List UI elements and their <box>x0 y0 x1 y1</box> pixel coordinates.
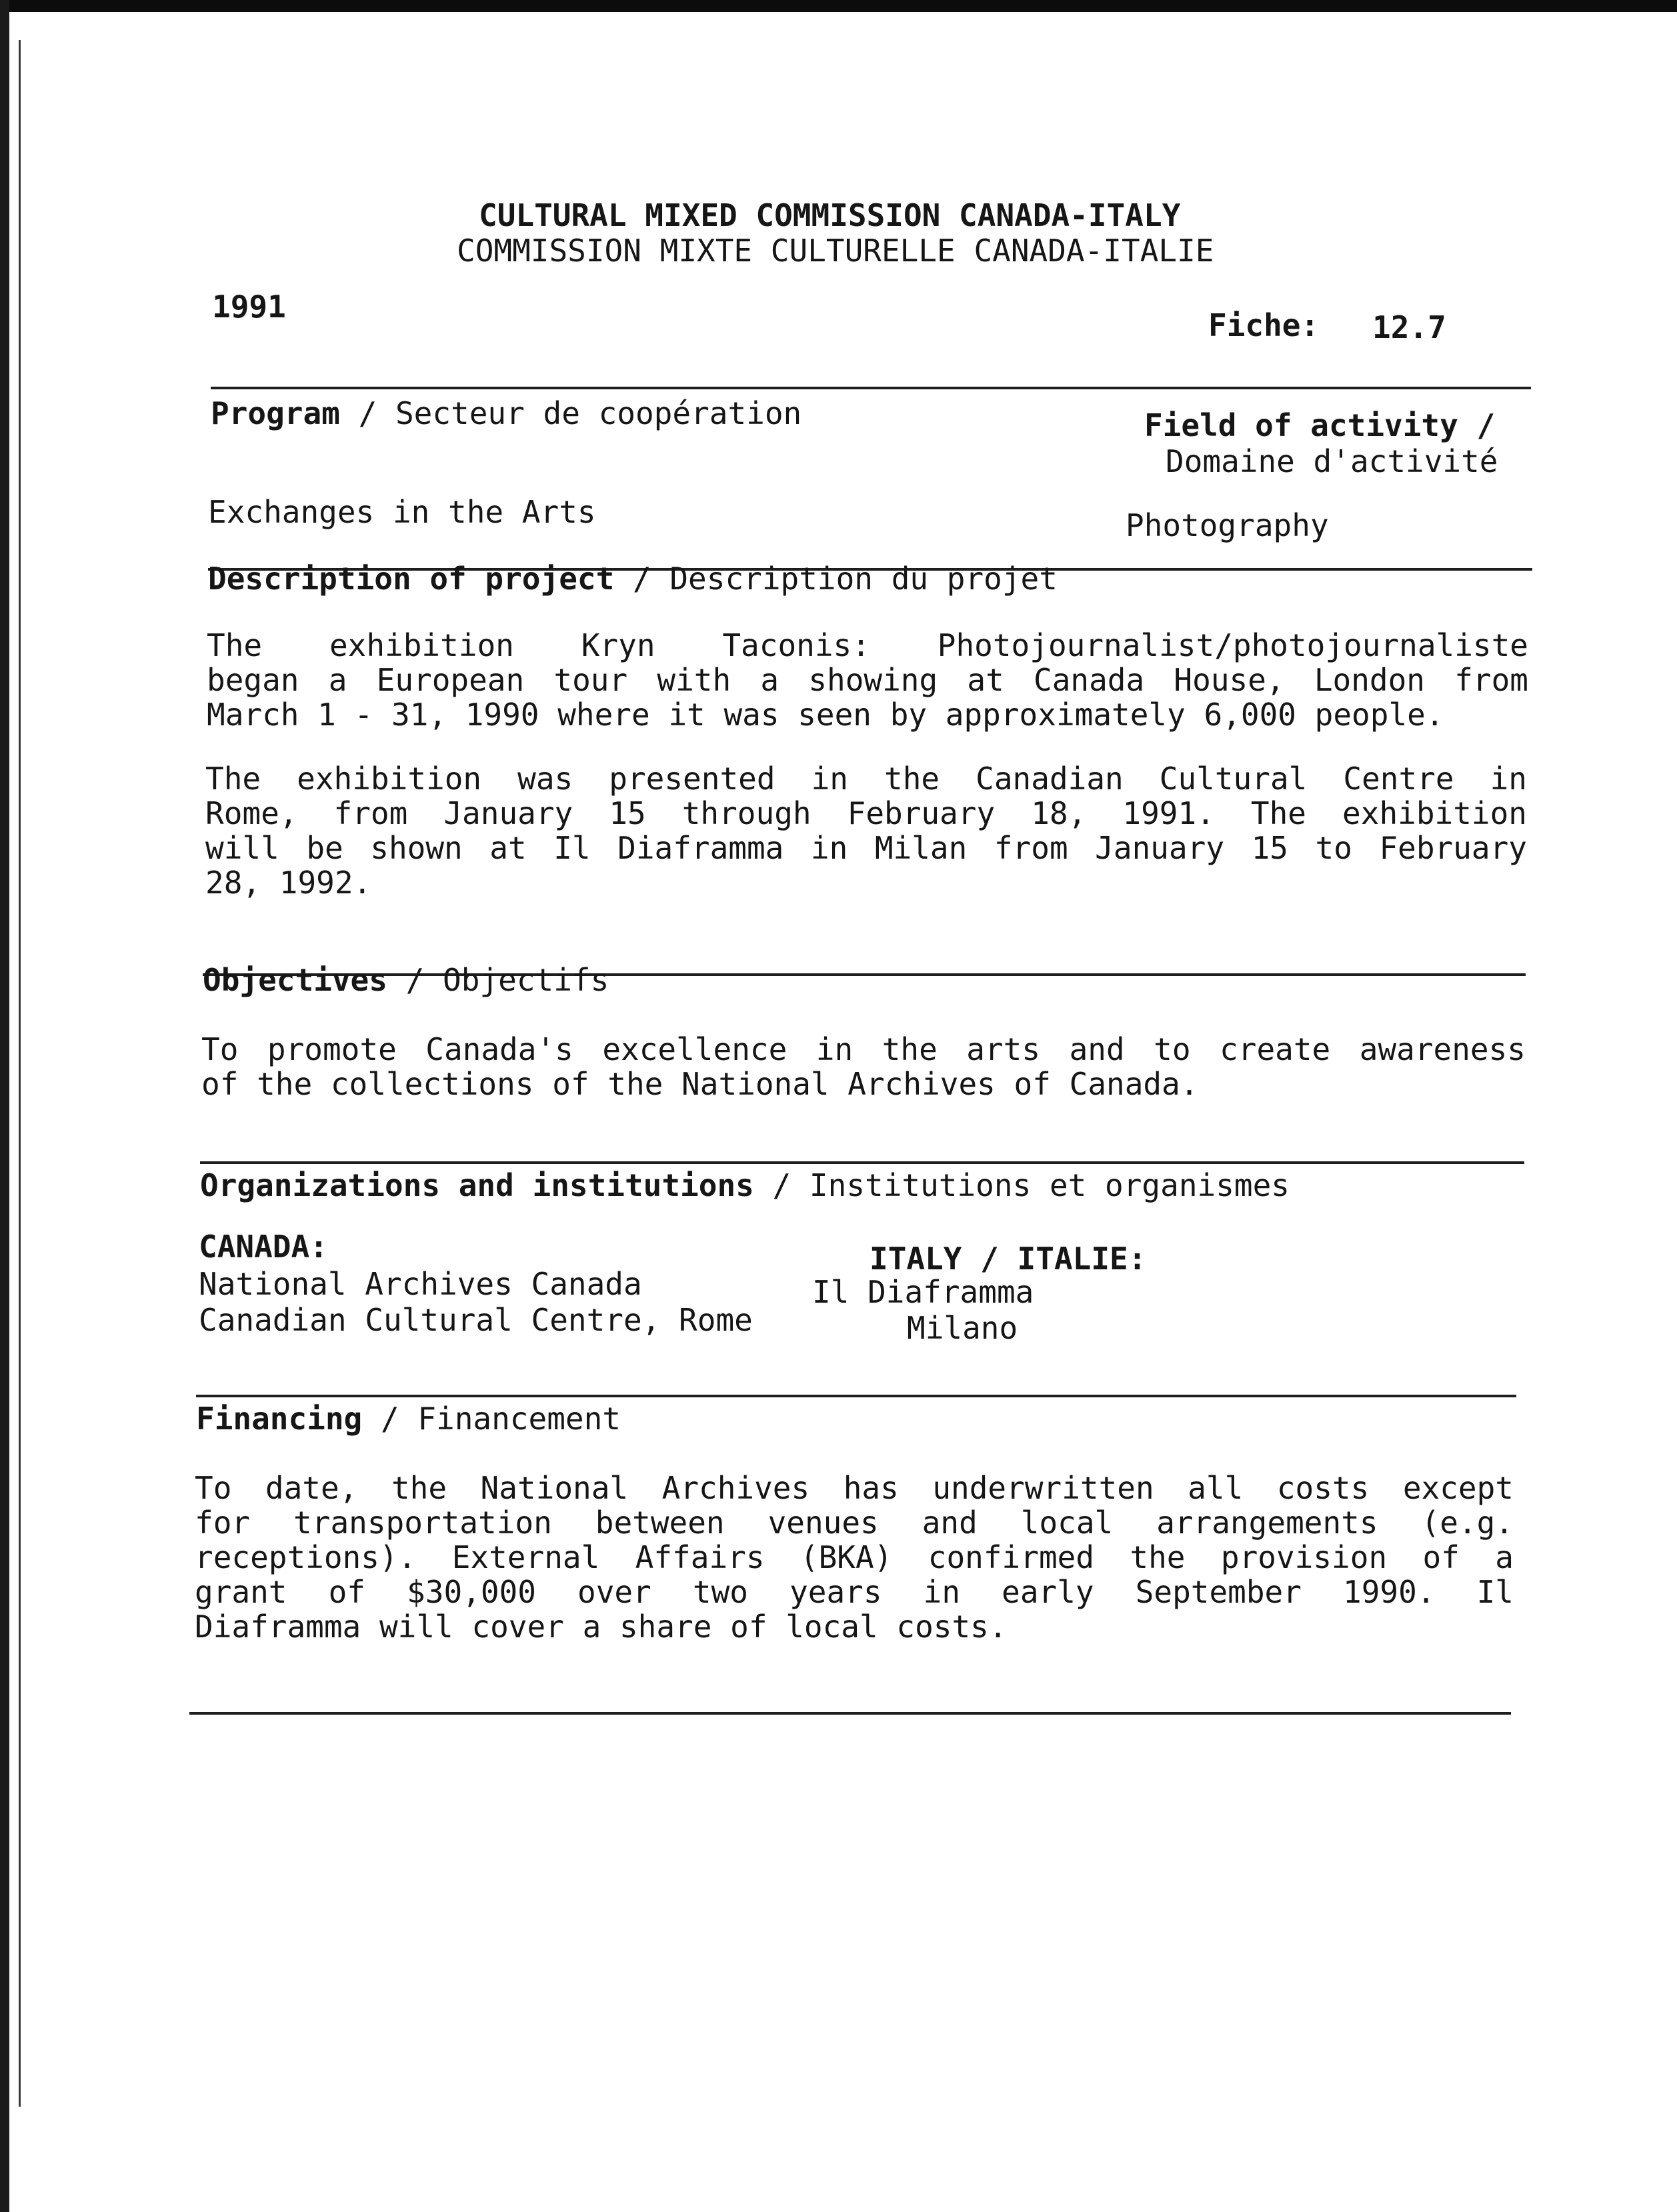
title-french: COMMISSION MIXTE CULTURELLE CANADA-ITALIE <box>457 233 1214 269</box>
field-value: Photography <box>1126 507 1329 543</box>
financing-label-en: Financing <box>196 1401 363 1437</box>
italy-institution-1: Il Diaframma <box>812 1274 1034 1310</box>
program-label-en: Program <box>211 395 340 431</box>
financing-line: Diaframma will cover a share of local costs. <box>195 1609 1008 1645</box>
title-english: CULTURAL MIXED COMMISSION CANADA-ITALY <box>479 197 1181 233</box>
objectives-label-fr: / Objectifs <box>387 962 609 998</box>
financing-line: To date, the National Archives has underwritten all costs except <box>195 1470 1514 1506</box>
objectives-heading <box>203 961 609 999</box>
scan-left-line <box>19 40 21 2107</box>
description-line: will be shown at Il Diaframma in Milan from January 15 to February <box>205 830 1527 866</box>
program-heading <box>211 395 801 432</box>
organizations-label-fr: / Institutions et organismes <box>753 1167 1290 1203</box>
financing-heading <box>196 1400 621 1437</box>
objectives-line: To promote Canada's excellence in the arts and to create awareness <box>201 1031 1526 1067</box>
description-label-en: Description of project <box>208 561 615 597</box>
italy-institution-2: Milano <box>907 1310 1018 1346</box>
objectives-label-en: Objectives <box>203 962 387 998</box>
description-paragraph-2 <box>205 761 1527 900</box>
year: 1991 <box>212 289 286 325</box>
scan-left-edge <box>0 0 9 2212</box>
description-heading <box>208 560 1058 597</box>
description-line: The exhibition was presented in the Canadian Cultural Centre in <box>205 761 1527 797</box>
field-label-fr: Domaine d'activité <box>1166 443 1498 479</box>
canada-label: CANADA: <box>199 1229 328 1265</box>
description-line: 28, 1992. <box>205 865 372 901</box>
rule-5 <box>196 1395 1516 1397</box>
objectives-line: of the collections of the National Archives of Canada. <box>201 1066 1199 1102</box>
program-label-fr: / Secteur de coopération <box>339 395 802 431</box>
financing-line: receptions). External Affairs (BKA) confirmed the provision of a <box>195 1539 1514 1575</box>
scan-top-edge <box>0 0 1677 12</box>
canada-institution-2: Canadian Cultural Centre, Rome <box>199 1302 753 1338</box>
description-line: March 1 - 31, 1990 where it was seen by approximately 6,000 people. <box>207 697 1444 733</box>
rule-1 <box>211 387 1531 389</box>
rule-6 <box>189 1712 1511 1715</box>
rule-4 <box>200 1161 1524 1164</box>
description-line: Rome, from January 15 through February 18, 1991. The exhibition <box>205 795 1527 831</box>
fiche-label: Fiche: <box>1208 307 1320 343</box>
description-line: began a European tour with a showing at Canada House, London from <box>207 662 1528 698</box>
organizations-heading <box>200 1167 1290 1204</box>
financing-label-fr: / Financement <box>362 1401 621 1437</box>
description-line: The exhibition Kryn Taconis: Photojournalist/photojournaliste <box>207 627 1528 663</box>
canada-institution-1: National Archives Canada <box>199 1266 642 1302</box>
field-label-en: Field of activity / <box>1144 407 1496 443</box>
description-label-fr: / Description du projet <box>614 561 1058 597</box>
program-value: Exchanges in the Arts <box>208 494 596 530</box>
financing-line: for transportation between venues and local arrangements (e.g. <box>195 1505 1514 1541</box>
description-paragraph-1 <box>207 628 1528 732</box>
fiche-value: 12.7 <box>1372 309 1446 345</box>
financing-line: grant of $30,000 over two years in early September 1990. Il <box>195 1574 1514 1610</box>
italy-label: ITALY / ITALIE: <box>870 1241 1147 1277</box>
organizations-label-en: Organizations and institutions <box>200 1167 754 1203</box>
objectives-paragraph <box>201 1032 1526 1101</box>
financing-paragraph <box>195 1471 1514 1644</box>
